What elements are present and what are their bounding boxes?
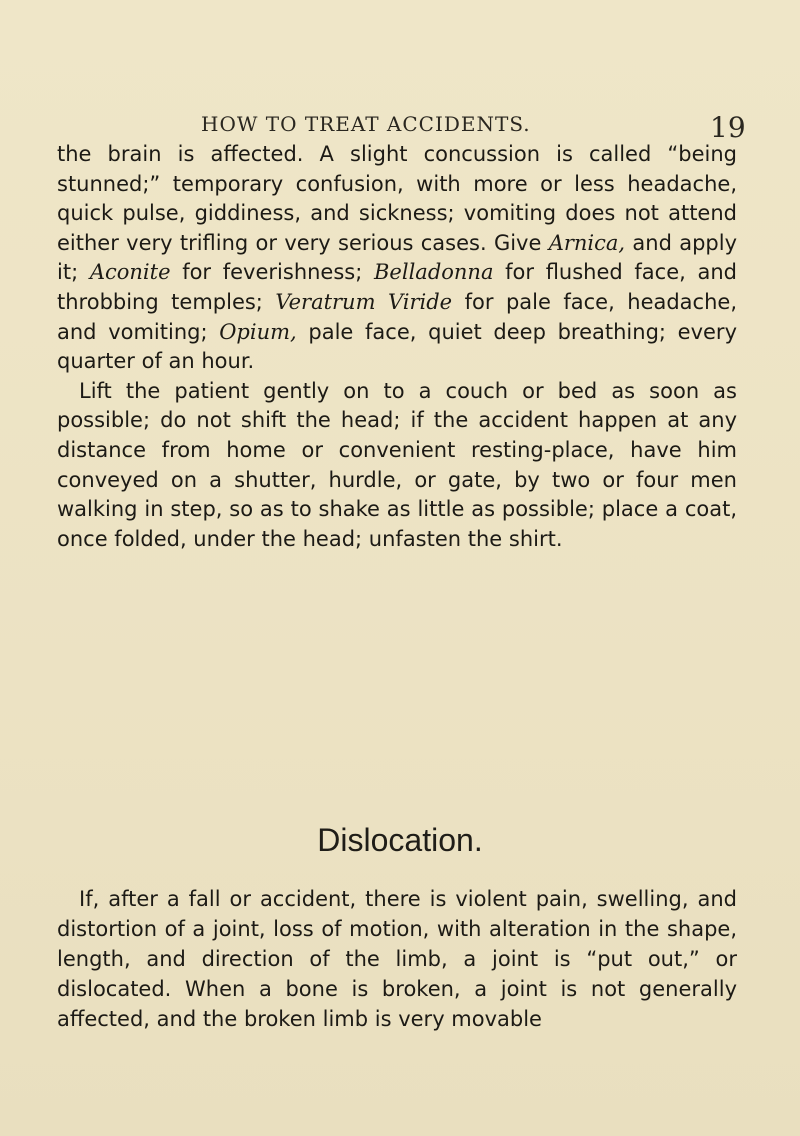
remedy-aconite: Aconite bbox=[89, 260, 171, 285]
remedy-veratrum: Veratrum Viride bbox=[275, 289, 453, 314]
paragraph-concussion bbox=[57, 140, 737, 377]
paragraph-dislocation: If, after a fall or accident, there is violent pain, swelling, and distortion of a joint, loss of motion, with alteration in the shape, length, and direction of the limb, a joint is “put out,” or dislocated. When a bone is broken, a joint is not generally affected, and the broken limb is very movable bbox=[57, 887, 737, 1031]
body-text bbox=[57, 140, 737, 554]
text-run: for feverishness; bbox=[170, 260, 374, 285]
text-run: the brain is affected. A slight concussion is called “being stunned;” temporary confusion, with more or less headache, quick pulse, giddiness, and sickness; vomiting does not attend either very trifling or very serious cases. Give bbox=[57, 142, 737, 255]
remedy-opium: Opium, bbox=[219, 319, 297, 344]
text-run: for pale face, headache, and vomiting; bbox=[57, 289, 738, 344]
text-run: for flushed face, and throbbing temples; bbox=[57, 260, 738, 314]
remedy-belladonna: Belladonna bbox=[374, 260, 494, 285]
section-body bbox=[57, 884, 737, 1034]
remedy-arnica: Arnica, bbox=[548, 230, 626, 255]
page-number: 19 bbox=[710, 111, 746, 144]
paragraph-lift-patient: Lift the patient gently on to a couch or bed as soon as possible; do not shift the head; if the accident happen at any distance from home or convenient resting-place, have him conveyed on a shutter, hurdle, or gate, by two or four men walking in step, so as to shake as little as possible; place a coat, once folded, under the head; unfasten the shirt. bbox=[57, 378, 737, 551]
text-run: and apply it; bbox=[57, 230, 737, 285]
running-title: HOW TO TREAT ACCIDENTS. bbox=[201, 112, 531, 136]
running-head bbox=[0, 112, 800, 142]
section-heading: Dislocation. bbox=[317, 822, 483, 858]
text-run: pale face, quiet deep breathing; every quarter of an hour. bbox=[57, 319, 737, 374]
